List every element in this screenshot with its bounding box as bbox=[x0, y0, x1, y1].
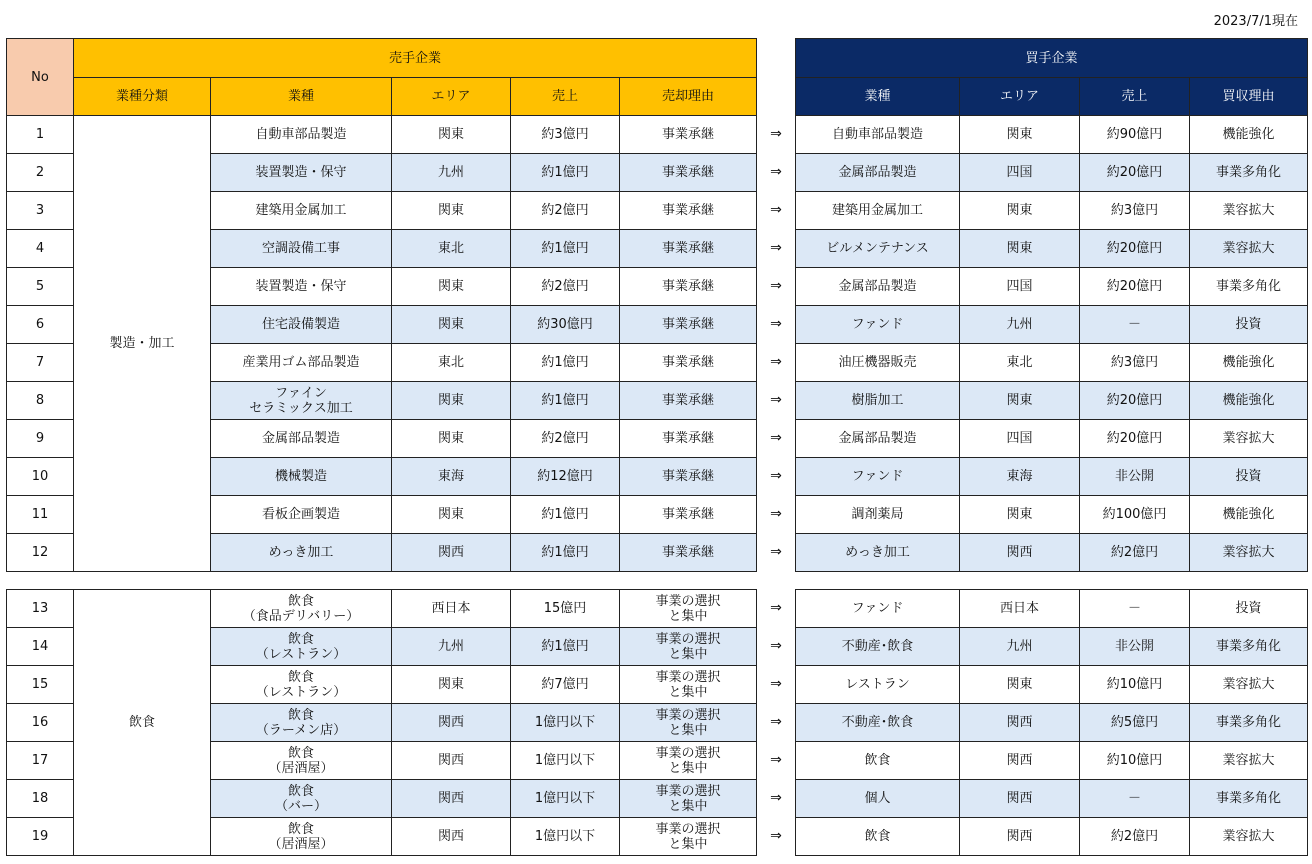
buy-reason: 機能強化 bbox=[1190, 496, 1308, 534]
buyer-sales: 約90億円 bbox=[1080, 116, 1190, 154]
buyer-industry: レストラン bbox=[796, 666, 960, 704]
row-no: 7 bbox=[7, 344, 74, 382]
seller-area: 関西 bbox=[392, 704, 511, 742]
buyer-industry: 自動車部品製造 bbox=[796, 116, 960, 154]
header-buyer-area: エリア bbox=[960, 78, 1080, 116]
seller-industry: 産業用ゴム部品製造 bbox=[211, 344, 392, 382]
buyer-sales: － bbox=[1080, 780, 1190, 818]
arrow-icon: ⇒ bbox=[757, 818, 796, 856]
buy-reason: 業容拡大 bbox=[1190, 666, 1308, 704]
row-no: 2 bbox=[7, 154, 74, 192]
header-category: 業種分類 bbox=[74, 78, 211, 116]
arrow-icon: ⇒ bbox=[757, 704, 796, 742]
arrow-icon: ⇒ bbox=[757, 306, 796, 344]
seller-industry: 飲食 （居酒屋） bbox=[211, 742, 392, 780]
table-row bbox=[7, 590, 1308, 628]
seller-sales: 約30億円 bbox=[511, 306, 620, 344]
buyer-industry: めっき加工 bbox=[796, 534, 960, 572]
seller-area: 関東 bbox=[392, 116, 511, 154]
buyer-industry: 調剤薬局 bbox=[796, 496, 960, 534]
seller-area: 関西 bbox=[392, 780, 511, 818]
seller-area: 九州 bbox=[392, 154, 511, 192]
arrow-icon: ⇒ bbox=[757, 116, 796, 154]
buyer-industry: 個人 bbox=[796, 780, 960, 818]
header-buyer-sales: 売上 bbox=[1080, 78, 1190, 116]
seller-sales: 約1億円 bbox=[511, 534, 620, 572]
buyer-industry: 金属部品製造 bbox=[796, 154, 960, 192]
buyer-industry: 建築用金属加工 bbox=[796, 192, 960, 230]
buyer-area: 四国 bbox=[960, 154, 1080, 192]
seller-area: 関東 bbox=[392, 496, 511, 534]
buyer-industry: 不動産･飲食 bbox=[796, 704, 960, 742]
buyer-area: 東北 bbox=[960, 344, 1080, 382]
row-no: 11 bbox=[7, 496, 74, 534]
seller-industry: 住宅設備製造 bbox=[211, 306, 392, 344]
seller-industry: 飲食 （レストラン） bbox=[211, 666, 392, 704]
ma-table-food bbox=[6, 589, 1308, 856]
buy-reason: 業容拡大 bbox=[1190, 230, 1308, 268]
sale-reason: 事業の選択 と集中 bbox=[620, 818, 757, 856]
seller-industry: めっき加工 bbox=[211, 534, 392, 572]
seller-sales: 約1億円 bbox=[511, 496, 620, 534]
sale-reason: 事業承継 bbox=[620, 154, 757, 192]
buyer-sales: 約20億円 bbox=[1080, 382, 1190, 420]
seller-sales: 約1億円 bbox=[511, 382, 620, 420]
row-no: 3 bbox=[7, 192, 74, 230]
header-industry: 業種 bbox=[211, 78, 392, 116]
header-sale-reason: 売却理由 bbox=[620, 78, 757, 116]
sale-reason: 事業承継 bbox=[620, 230, 757, 268]
buy-reason: 事業多角化 bbox=[1190, 628, 1308, 666]
arrow-icon: ⇒ bbox=[757, 742, 796, 780]
seller-area: 東北 bbox=[392, 230, 511, 268]
sale-reason: 事業承継 bbox=[620, 116, 757, 154]
buyer-sales: 約10億円 bbox=[1080, 742, 1190, 780]
sale-reason: 事業承継 bbox=[620, 344, 757, 382]
buyer-sales: 約2億円 bbox=[1080, 818, 1190, 856]
buyer-industry: 金属部品製造 bbox=[796, 420, 960, 458]
seller-sales: 約3億円 bbox=[511, 116, 620, 154]
header-buy-reason: 買収理由 bbox=[1190, 78, 1308, 116]
buyer-area: 西日本 bbox=[960, 590, 1080, 628]
arrow-icon: ⇒ bbox=[757, 458, 796, 496]
header-no: No bbox=[7, 39, 74, 116]
header-area: エリア bbox=[392, 78, 511, 116]
buyer-sales: 約2億円 bbox=[1080, 534, 1190, 572]
seller-industry: 装置製造・保守 bbox=[211, 268, 392, 306]
seller-sales: 約12億円 bbox=[511, 458, 620, 496]
buyer-area: 関西 bbox=[960, 780, 1080, 818]
row-no: 10 bbox=[7, 458, 74, 496]
buyer-sales: 約20億円 bbox=[1080, 420, 1190, 458]
seller-sales: 約2億円 bbox=[511, 192, 620, 230]
arrow-icon: ⇒ bbox=[757, 230, 796, 268]
buyer-area: 四国 bbox=[960, 420, 1080, 458]
seller-industry: 機械製造 bbox=[211, 458, 392, 496]
seller-sales: 約1億円 bbox=[511, 230, 620, 268]
buy-reason: 事業多角化 bbox=[1190, 268, 1308, 306]
buyer-sales: 約3億円 bbox=[1080, 192, 1190, 230]
buyer-area: 関西 bbox=[960, 742, 1080, 780]
seller-industry: 建築用金属加工 bbox=[211, 192, 392, 230]
buyer-industry: ファンド bbox=[796, 458, 960, 496]
buyer-sales: 非公開 bbox=[1080, 628, 1190, 666]
buyer-sales: 約100億円 bbox=[1080, 496, 1190, 534]
as-of-date: 2023/7/1現在 bbox=[1213, 14, 1298, 29]
buyer-sales: － bbox=[1080, 590, 1190, 628]
seller-sales: 約1億円 bbox=[511, 628, 620, 666]
buyer-area: 四国 bbox=[960, 268, 1080, 306]
sale-reason: 事業承継 bbox=[620, 496, 757, 534]
seller-area: 関東 bbox=[392, 192, 511, 230]
sale-reason: 事業承継 bbox=[620, 268, 757, 306]
seller-area: 関東 bbox=[392, 306, 511, 344]
seller-area: 西日本 bbox=[392, 590, 511, 628]
table-row bbox=[7, 116, 1308, 154]
buyer-sales: 約20億円 bbox=[1080, 230, 1190, 268]
seller-area: 関東 bbox=[392, 420, 511, 458]
seller-area: 関東 bbox=[392, 666, 511, 704]
seller-sales: 1億円以下 bbox=[511, 742, 620, 780]
seller-sales: 約2億円 bbox=[511, 268, 620, 306]
buyer-industry: 油圧機器販売 bbox=[796, 344, 960, 382]
arrow-icon: ⇒ bbox=[757, 628, 796, 666]
arrow-icon: ⇒ bbox=[757, 382, 796, 420]
buyer-sales: 約5億円 bbox=[1080, 704, 1190, 742]
row-no: 8 bbox=[7, 382, 74, 420]
sale-reason: 事業の選択 と集中 bbox=[620, 590, 757, 628]
buy-reason: 業容拡大 bbox=[1190, 192, 1308, 230]
row-no: 18 bbox=[7, 780, 74, 818]
ma-table-manufacturing bbox=[6, 38, 1308, 572]
buyer-area: 関西 bbox=[960, 534, 1080, 572]
arrow-icon: ⇒ bbox=[757, 344, 796, 382]
buyer-area: 関東 bbox=[960, 666, 1080, 704]
buyer-industry: 樹脂加工 bbox=[796, 382, 960, 420]
category-cell: 製造・加工 bbox=[74, 116, 211, 572]
seller-industry: 飲食 （ラーメン店） bbox=[211, 704, 392, 742]
buyer-industry: ビルメンテナンス bbox=[796, 230, 960, 268]
seller-industry: 看板企画製造 bbox=[211, 496, 392, 534]
arrow-icon: ⇒ bbox=[757, 496, 796, 534]
buy-reason: 事業多角化 bbox=[1190, 154, 1308, 192]
buyer-area: 関東 bbox=[960, 116, 1080, 154]
seller-industry: ファイン セラミックス加工 bbox=[211, 382, 392, 420]
sale-reason: 事業の選択 と集中 bbox=[620, 704, 757, 742]
seller-sales: 約2億円 bbox=[511, 420, 620, 458]
buyer-industry: ファンド bbox=[796, 590, 960, 628]
sale-reason: 事業承継 bbox=[620, 306, 757, 344]
buyer-sales: 約3億円 bbox=[1080, 344, 1190, 382]
buyer-area: 関東 bbox=[960, 192, 1080, 230]
seller-sales: 約1億円 bbox=[511, 344, 620, 382]
arrow-icon: ⇒ bbox=[757, 420, 796, 458]
buy-reason: 機能強化 bbox=[1190, 344, 1308, 382]
seller-sales: 15億円 bbox=[511, 590, 620, 628]
sale-reason: 事業承継 bbox=[620, 192, 757, 230]
buyer-sales: － bbox=[1080, 306, 1190, 344]
header-gap bbox=[757, 39, 796, 116]
row-no: 14 bbox=[7, 628, 74, 666]
seller-industry: 飲食 （レストラン） bbox=[211, 628, 392, 666]
arrow-icon: ⇒ bbox=[757, 780, 796, 818]
seller-area: 東北 bbox=[392, 344, 511, 382]
sale-reason: 事業承継 bbox=[620, 534, 757, 572]
buyer-area: 関西 bbox=[960, 704, 1080, 742]
seller-industry: 飲食 （バー） bbox=[211, 780, 392, 818]
buy-reason: 事業多角化 bbox=[1190, 780, 1308, 818]
sale-reason: 事業承継 bbox=[620, 382, 757, 420]
seller-area: 関東 bbox=[392, 382, 511, 420]
buy-reason: 機能強化 bbox=[1190, 116, 1308, 154]
seller-industry: 金属部品製造 bbox=[211, 420, 392, 458]
row-no: 17 bbox=[7, 742, 74, 780]
buyer-industry: ファンド bbox=[796, 306, 960, 344]
seller-industry: 空調設備工事 bbox=[211, 230, 392, 268]
seller-industry: 装置製造・保守 bbox=[211, 154, 392, 192]
buyer-area: 九州 bbox=[960, 628, 1080, 666]
row-no: 6 bbox=[7, 306, 74, 344]
buyer-area: 関東 bbox=[960, 382, 1080, 420]
row-no: 4 bbox=[7, 230, 74, 268]
arrow-icon: ⇒ bbox=[757, 154, 796, 192]
buyer-area: 九州 bbox=[960, 306, 1080, 344]
buy-reason: 業容拡大 bbox=[1190, 534, 1308, 572]
buy-reason: 機能強化 bbox=[1190, 382, 1308, 420]
arrow-icon: ⇒ bbox=[757, 268, 796, 306]
seller-sales: 1億円以下 bbox=[511, 704, 620, 742]
seller-area: 関東 bbox=[392, 268, 511, 306]
arrow-icon: ⇒ bbox=[757, 666, 796, 704]
buyer-sales: 約20億円 bbox=[1080, 268, 1190, 306]
sale-reason: 事業の選択 と集中 bbox=[620, 742, 757, 780]
buyer-area: 関西 bbox=[960, 818, 1080, 856]
buyer-industry: 不動産･飲食 bbox=[796, 628, 960, 666]
arrow-icon: ⇒ bbox=[757, 590, 796, 628]
header-buyer: 買手企業 bbox=[796, 39, 1308, 78]
arrow-icon: ⇒ bbox=[757, 534, 796, 572]
seller-sales: 1億円以下 bbox=[511, 780, 620, 818]
buyer-area: 東海 bbox=[960, 458, 1080, 496]
seller-sales: 1億円以下 bbox=[511, 818, 620, 856]
buyer-area: 関東 bbox=[960, 496, 1080, 534]
buy-reason: 投資 bbox=[1190, 458, 1308, 496]
seller-industry: 自動車部品製造 bbox=[211, 116, 392, 154]
seller-area: 東海 bbox=[392, 458, 511, 496]
row-no: 1 bbox=[7, 116, 74, 154]
row-no: 16 bbox=[7, 704, 74, 742]
row-no: 13 bbox=[7, 590, 74, 628]
buy-reason: 業容拡大 bbox=[1190, 818, 1308, 856]
seller-area: 関西 bbox=[392, 742, 511, 780]
row-no: 12 bbox=[7, 534, 74, 572]
buy-reason: 投資 bbox=[1190, 306, 1308, 344]
header-seller: 売手企業 bbox=[74, 39, 757, 78]
buy-reason: 業容拡大 bbox=[1190, 420, 1308, 458]
category-cell: 飲食 bbox=[74, 590, 211, 856]
seller-area: 九州 bbox=[392, 628, 511, 666]
seller-area: 関西 bbox=[392, 818, 511, 856]
buy-reason: 投資 bbox=[1190, 590, 1308, 628]
row-no: 9 bbox=[7, 420, 74, 458]
header-sales: 売上 bbox=[511, 78, 620, 116]
buyer-sales: 約10億円 bbox=[1080, 666, 1190, 704]
buyer-industry: 飲食 bbox=[796, 742, 960, 780]
buy-reason: 事業多角化 bbox=[1190, 704, 1308, 742]
row-no: 5 bbox=[7, 268, 74, 306]
buy-reason: 業容拡大 bbox=[1190, 742, 1308, 780]
row-no: 19 bbox=[7, 818, 74, 856]
buyer-sales: 非公開 bbox=[1080, 458, 1190, 496]
seller-industry: 飲食 （食品デリバリー） bbox=[211, 590, 392, 628]
sale-reason: 事業の選択 と集中 bbox=[620, 780, 757, 818]
seller-sales: 約7億円 bbox=[511, 666, 620, 704]
sale-reason: 事業承継 bbox=[620, 420, 757, 458]
buyer-industry: 飲食 bbox=[796, 818, 960, 856]
buyer-sales: 約20億円 bbox=[1080, 154, 1190, 192]
seller-sales: 約1億円 bbox=[511, 154, 620, 192]
sale-reason: 事業の選択 と集中 bbox=[620, 628, 757, 666]
seller-area: 関西 bbox=[392, 534, 511, 572]
buyer-industry: 金属部品製造 bbox=[796, 268, 960, 306]
seller-industry: 飲食 （居酒屋） bbox=[211, 818, 392, 856]
buyer-area: 関東 bbox=[960, 230, 1080, 268]
sale-reason: 事業の選択 と集中 bbox=[620, 666, 757, 704]
arrow-icon: ⇒ bbox=[757, 192, 796, 230]
row-no: 15 bbox=[7, 666, 74, 704]
header-buyer-industry: 業種 bbox=[796, 78, 960, 116]
sale-reason: 事業承継 bbox=[620, 458, 757, 496]
